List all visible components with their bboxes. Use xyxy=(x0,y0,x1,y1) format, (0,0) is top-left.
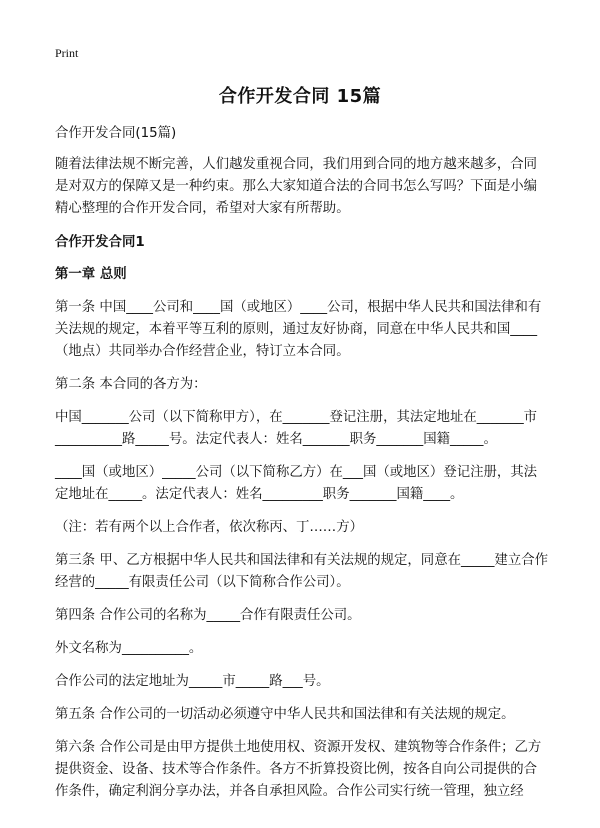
article-paragraph: 外文名称为__________。 xyxy=(55,641,203,656)
intro-paragraph: 随着法律法规不断完善，人们越发重视合同，我们用到合同的地方越来越多，合同是对双方的保障又是一种约束。那么大家知道合法的合同书怎么写吗？下面是小编精心整理的合作开发合同，希望对大家有所帮助。 xyxy=(55,157,538,216)
article-paragraph: 第四条 合作公司的名称为_____合作有限责任公司。 xyxy=(55,608,361,623)
document-body xyxy=(55,123,550,814)
article-paragraph: 第二条 本合同的各方为： xyxy=(55,377,207,392)
article-paragraph: 中国_______公司（以下简称甲方），在_______登记注册，其法定地址在_______市__________路_____号。法定代表人：姓名_______职务_______国籍_____。 xyxy=(55,410,538,447)
article-paragraph: 第六条 合作公司是由甲方提供土地使用权、资源开发权、建筑物等合作条件；乙方提供资金、设备、技术等合作条件。各方不折算投资比例，按各自向公司提供的合作条件，确定利润分享办法，并各自承担风险。合作公司实行统一管理，独立经 xyxy=(55,740,542,799)
article-paragraph: （注：若有两个以上合作者，依次称丙、丁……方） xyxy=(55,520,363,535)
article-paragraph: ____国（或地区）_____公司（以下简称乙方）在___国（或地区）登记注册，其法定地址在_____。法定代表人：姓名_________职务_______国籍____。 xyxy=(55,465,538,502)
article-paragraph: 合作公司的法定地址为_____市_____路___号。 xyxy=(55,674,330,689)
print-label: Print xyxy=(55,46,79,60)
article-paragraph: 第一条 中国____公司和____国（或地区）____公司，根据中华人民共和国法律和有关法规的规定，本着平等互利的原则，通过友好协商，同意在中华人民共和国____（地点）共同举办合作经营企业，特订立本合同。 xyxy=(55,300,542,359)
lead-line: 合作开发合同(15篇) xyxy=(55,126,177,141)
contract-subtitle: 合作开发合同1 xyxy=(55,235,145,250)
article-paragraph: 第五条 合作公司的一切活动必须遵守中华人民共和国法律和有关法规的规定。 xyxy=(55,707,515,722)
document-title: 合作开发合同 15篇 xyxy=(218,86,382,107)
article-paragraph: 第三条 甲、乙方根据中华人民共和国法律和有关法规的规定，同意在_____建立合作经营的_____有限责任公司（以下简称合作公司）。 xyxy=(55,553,549,590)
chapter-heading: 第一章 总则 xyxy=(55,267,127,282)
